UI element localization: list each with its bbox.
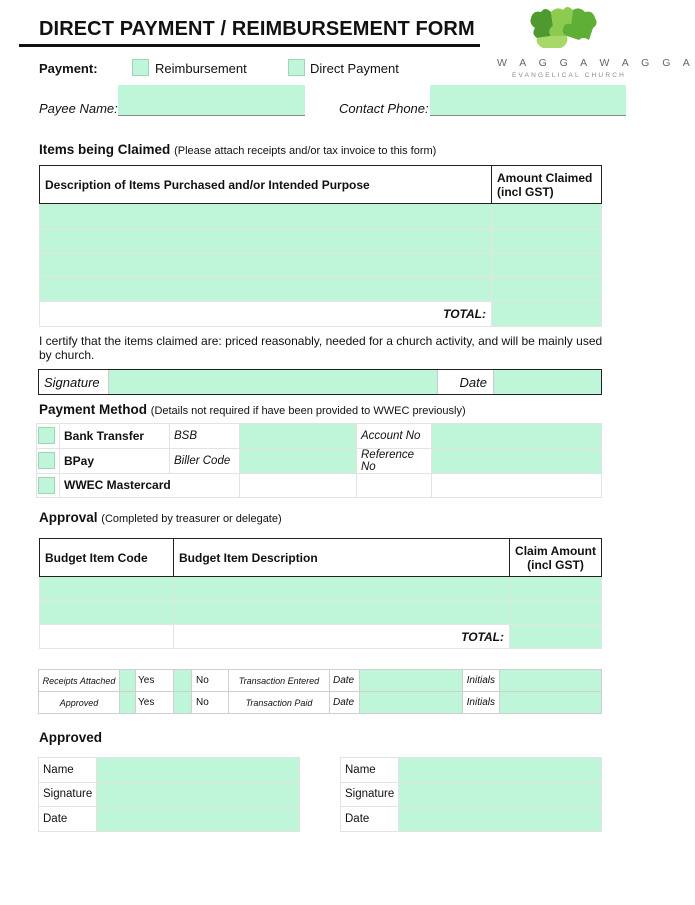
claim-amount-cell[interactable] bbox=[510, 577, 602, 601]
mastercard-empty-cell bbox=[432, 473, 602, 498]
reimbursement-label: Reimbursement bbox=[155, 61, 247, 76]
approval-table bbox=[39, 538, 602, 649]
claim-amount-cell[interactable] bbox=[510, 601, 602, 625]
certify-text: I certify that the items claimed are: priced reasonably, needed for a church activity, and will be mainly used by church. bbox=[39, 334, 603, 362]
approval-col-code: Budget Item Code bbox=[40, 539, 174, 577]
entered-initials-field[interactable] bbox=[500, 670, 602, 692]
approval-col-description: Budget Item Description bbox=[174, 539, 510, 577]
approval-note: (Completed by treasurer or delegate) bbox=[101, 513, 282, 525]
approver-right-signature-field[interactable] bbox=[399, 782, 602, 807]
mastercard-empty-cell bbox=[240, 473, 357, 498]
items-col-description: Description of Items Purchased and/or Intended Purpose bbox=[40, 166, 492, 204]
transaction-paid-label: Transaction Paid bbox=[229, 692, 330, 714]
approval-total-label: TOTAL: bbox=[174, 625, 510, 649]
church-logo-icon bbox=[527, 4, 599, 50]
item-amount-cell[interactable] bbox=[492, 277, 602, 302]
paid-initials-label: Initials bbox=[463, 692, 500, 714]
receipts-yes-box[interactable] bbox=[120, 670, 136, 692]
approver-left-signature-field[interactable] bbox=[97, 782, 300, 807]
receipts-no-label: No bbox=[192, 670, 229, 692]
receipts-yes-label: Yes bbox=[136, 670, 174, 692]
item-description-cell[interactable] bbox=[40, 228, 492, 253]
item-description-cell[interactable] bbox=[40, 204, 492, 229]
payee-name-label: Payee Name: bbox=[39, 101, 118, 116]
payment-method-heading-text: Payment Method bbox=[39, 402, 148, 417]
paid-date-label: Date bbox=[330, 692, 360, 714]
direct-payment-label: Direct Payment bbox=[310, 61, 399, 76]
approved-no-label: No bbox=[192, 692, 229, 714]
paid-date-field[interactable] bbox=[360, 692, 463, 714]
item-amount-cell[interactable] bbox=[492, 253, 602, 278]
logo-subtitle: EVANGELICAL CHURCH bbox=[512, 72, 627, 79]
signature-field[interactable] bbox=[109, 370, 438, 394]
items-col-amount: Amount Claimed (incl GST) bbox=[492, 166, 602, 204]
approver-right-date-field[interactable] bbox=[399, 807, 602, 832]
account-no-label: Account No bbox=[357, 424, 432, 449]
payment-method-note: (Details not required if have been provided to WWEC previously) bbox=[150, 405, 466, 417]
bank-transfer-checkbox[interactable] bbox=[38, 427, 55, 444]
receipts-no-box[interactable] bbox=[174, 670, 192, 692]
item-amount-cell[interactable] bbox=[492, 228, 602, 253]
signature-row bbox=[38, 369, 602, 395]
form-title: DIRECT PAYMENT / REIMBURSEMENT FORM bbox=[39, 18, 475, 40]
items-table bbox=[39, 165, 602, 327]
bsb-label: BSB bbox=[170, 424, 240, 449]
payment-method-heading bbox=[39, 402, 466, 417]
approver-right-name-label: Name bbox=[341, 758, 399, 783]
direct-payment-checkbox[interactable] bbox=[288, 59, 305, 76]
title-rule bbox=[19, 44, 480, 47]
entered-initials-label: Initials bbox=[463, 670, 500, 692]
mastercard-empty-cell bbox=[357, 473, 432, 498]
approver-right-date-label: Date bbox=[341, 807, 399, 832]
biller-code-field[interactable] bbox=[240, 448, 357, 473]
item-amount-cell[interactable] bbox=[492, 204, 602, 229]
approver-right-signature-label: Signature bbox=[341, 782, 399, 807]
paid-initials-field[interactable] bbox=[500, 692, 602, 714]
contact-phone-label: Contact Phone: bbox=[339, 101, 429, 116]
signature-date-field[interactable] bbox=[494, 370, 601, 394]
items-heading-note: (Please attach receipts and/or tax invoice to this form) bbox=[174, 145, 437, 157]
mastercard-checkbox[interactable] bbox=[38, 477, 55, 494]
budget-code-cell[interactable] bbox=[40, 577, 174, 601]
bpay-check-cell bbox=[37, 448, 60, 473]
approver-left-name-label: Name bbox=[39, 758, 97, 783]
bank-transfer-check-cell bbox=[37, 424, 60, 449]
approver-right-table bbox=[340, 757, 602, 832]
budget-code-cell[interactable] bbox=[40, 601, 174, 625]
bpay-label: BPay bbox=[60, 448, 170, 473]
approver-left-table bbox=[38, 757, 300, 832]
items-total-field[interactable] bbox=[492, 302, 602, 327]
entered-date-label: Date bbox=[330, 670, 360, 692]
payee-name-field[interactable] bbox=[118, 85, 305, 116]
approved-heading: Approved bbox=[39, 730, 103, 745]
item-description-cell[interactable] bbox=[40, 253, 492, 278]
approver-left-signature-label: Signature bbox=[39, 782, 97, 807]
entered-date-field[interactable] bbox=[360, 670, 463, 692]
reimbursement-checkbox[interactable] bbox=[132, 59, 149, 76]
contact-phone-field[interactable] bbox=[430, 85, 626, 116]
approval-heading bbox=[39, 510, 282, 525]
approved-status-label: Approved bbox=[39, 692, 120, 714]
receipts-attached-label: Receipts Attached bbox=[39, 670, 120, 692]
approver-right-name-field[interactable] bbox=[399, 758, 602, 783]
approved-no-box[interactable] bbox=[174, 692, 192, 714]
biller-code-label: Biller Code bbox=[170, 448, 240, 473]
payment-method-table bbox=[36, 423, 602, 498]
approval-empty-cell bbox=[40, 625, 174, 649]
budget-description-cell[interactable] bbox=[174, 601, 510, 625]
items-heading bbox=[39, 142, 436, 157]
approved-yes-box[interactable] bbox=[120, 692, 136, 714]
approval-heading-text: Approval bbox=[39, 510, 98, 525]
approver-left-date-field[interactable] bbox=[97, 807, 300, 832]
approver-left-name-field[interactable] bbox=[97, 758, 300, 783]
items-total-label: TOTAL: bbox=[40, 302, 492, 327]
mastercard-label: WWEC Mastercard bbox=[60, 473, 240, 498]
bsb-field[interactable] bbox=[240, 424, 357, 449]
status-table bbox=[38, 669, 602, 714]
bank-transfer-label: Bank Transfer bbox=[60, 424, 170, 449]
mastercard-check-cell bbox=[37, 473, 60, 498]
items-heading-text: Items being Claimed bbox=[39, 142, 171, 157]
item-description-cell[interactable] bbox=[40, 277, 492, 302]
transaction-entered-label: Transaction Entered bbox=[229, 670, 330, 692]
bpay-checkbox[interactable] bbox=[38, 452, 55, 469]
approval-col-amount: Claim Amount (incl GST) bbox=[510, 539, 602, 577]
signature-label: Signature bbox=[39, 370, 109, 394]
budget-description-cell[interactable] bbox=[174, 577, 510, 601]
approval-total-field[interactable] bbox=[510, 625, 602, 649]
approved-yes-label: Yes bbox=[136, 692, 174, 714]
signature-date-label: Date bbox=[438, 370, 494, 394]
account-no-field[interactable] bbox=[432, 424, 602, 449]
approver-left-date-label: Date bbox=[39, 807, 97, 832]
reference-no-label: Reference No bbox=[357, 448, 432, 473]
payment-label: Payment: bbox=[39, 61, 98, 76]
logo-wordmark: W A G G A W A G G A bbox=[497, 57, 695, 69]
reference-no-field[interactable] bbox=[432, 448, 602, 473]
